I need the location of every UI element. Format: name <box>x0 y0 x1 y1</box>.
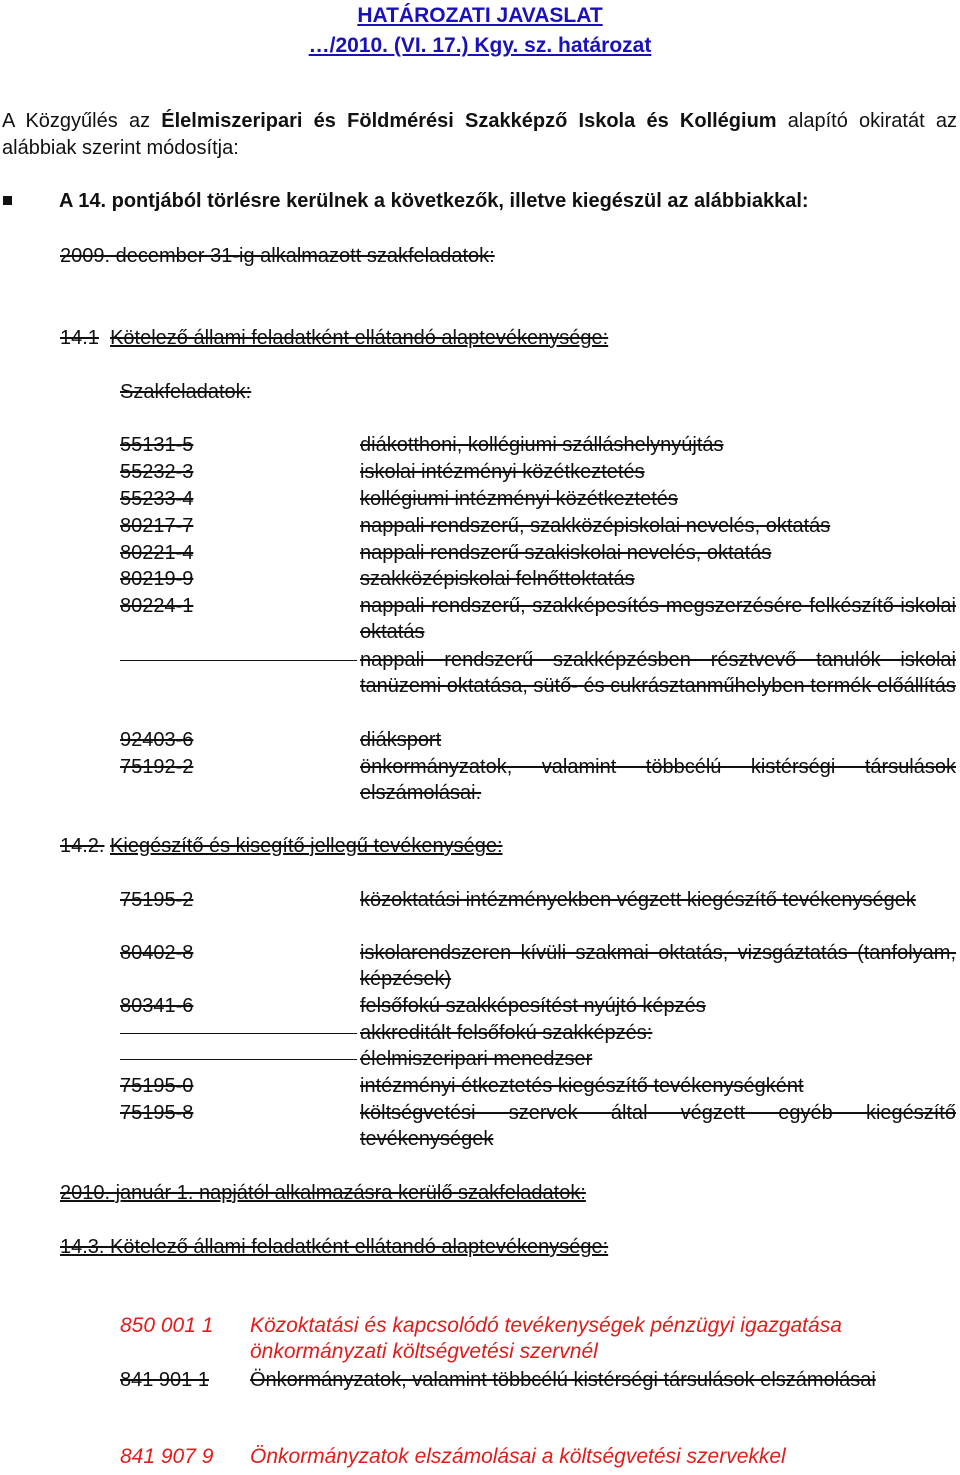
list-item <box>120 1073 956 1099</box>
item-description: diáksport <box>360 729 442 751</box>
item-code: 80219-9 <box>120 568 194 590</box>
item-description: diákotthoni, kollégiumi szálláshelynyújtás <box>360 434 724 456</box>
list-item <box>120 459 956 485</box>
item-description: szakközépiskolai felnőttoktatás <box>360 568 635 590</box>
list-item <box>120 727 956 753</box>
institution-name: Élelmiszeripari és Földmérési Szakképző Iskola és Kollégium <box>161 110 777 132</box>
list-item <box>120 940 956 992</box>
added-item <box>120 1313 956 1365</box>
list-item <box>120 593 956 645</box>
item-code: 80221-4 <box>120 542 194 564</box>
intro-before: A Közgyűlés az <box>2 110 162 132</box>
subsection-14-2-label: Kiegészítő és kisegítő jellegű tevékenysége: <box>110 835 503 857</box>
item-code: 80402-8 <box>120 942 194 964</box>
item-description: intézményi étkeztetés kiegészítő tevékenységként <box>360 1075 804 1097</box>
item-code: 80341-6 <box>120 995 194 1017</box>
subsection-14-3-label: 14.3. Kötelező állami feladatként ellátandó alaptevékenysége: <box>60 1236 609 1258</box>
subsection-14-2 <box>60 833 503 859</box>
subsection-14-1-number: 14.1 <box>60 327 99 349</box>
item-description: élelmiszeripari menedzser <box>360 1048 593 1070</box>
square-bullet-icon <box>3 196 12 205</box>
item-description: Közoktatási és kapcsolódó tevékenységek pénzügyi igazgatása önkormányzati költségvetési szervnél <box>250 1314 842 1363</box>
item-description: önkormányzatok, valamint többcélú kistérségi társulások elszámolásai. <box>360 756 956 804</box>
document-title: HATÁROZATI JAVASLAT <box>357 4 603 27</box>
list-item <box>120 540 956 566</box>
deleted-item <box>120 1367 956 1393</box>
bullet-text: A 14. pontjából törlésre kerülnek a következők, illetve kiegészül az alábbiakkal: <box>59 190 809 212</box>
item-description: iskolarendszeren kívüli szakmai oktatás, vizsgáztatás (tanfolyam, képzések) <box>360 942 956 990</box>
item-code: 75192-2 <box>120 756 194 778</box>
item-code: 841 901 1 <box>120 1369 209 1391</box>
item-description: költségvetési szervek által végzett egyéb kiegészítő tevékenységek <box>360 1102 956 1150</box>
item-description: iskolai intézményi közétkeztetés <box>360 461 645 483</box>
list-item <box>120 754 956 806</box>
list-item <box>120 1046 956 1072</box>
item-description: akkreditált felsőfokú szakképzés: <box>360 1022 653 1044</box>
item-description: közoktatási intézményekben végzett kiegészítő tevékenységek <box>360 889 916 911</box>
item-code: 80217-7 <box>120 515 194 537</box>
subsection-14-2-number: 14.2. <box>60 835 105 857</box>
list-item <box>120 566 956 592</box>
item-description: kollégiumi intézményi közétkeztetés <box>360 488 678 510</box>
item-description: nappali rendszerű szakiskolai nevelés, oktatás <box>360 542 772 564</box>
item-code: 75195-8 <box>120 1102 194 1124</box>
item-code: 850 001 1 <box>120 1314 214 1337</box>
list-item <box>120 1100 956 1152</box>
item-code: 75195-0 <box>120 1075 194 1097</box>
list-item <box>120 647 956 699</box>
list-item <box>120 887 956 913</box>
item-description: felsőfokú szakképesítést nyújtó képzés <box>360 995 706 1017</box>
list-item <box>120 513 956 539</box>
intro-after: alapító okiratát az alábbiak szerint módosítja: <box>2 110 957 159</box>
item-code: 55233-4 <box>120 488 194 510</box>
item-code-placeholder <box>120 1020 357 1034</box>
resolution-number: …/2010. (VI. 17.) Kgy. sz. határozat <box>308 34 652 57</box>
added-item <box>120 1444 956 1470</box>
section-2010-heading: 2010. január 1. napjától alkalmazásra kerülő szakfeladatok: <box>60 1182 586 1204</box>
list-item <box>120 1020 956 1046</box>
item-code: 841 907 9 <box>120 1445 214 1468</box>
subsection-14-1 <box>60 325 608 351</box>
item-code: 55232-3 <box>120 461 194 483</box>
item-code: 80224-1 <box>120 595 194 617</box>
item-code-placeholder <box>120 1046 357 1060</box>
item-description: Önkormányzatok, valamint többcélú kistérségi társulások elszámolásai <box>250 1369 876 1391</box>
list-item <box>120 432 956 458</box>
list-item <box>120 993 956 1019</box>
item-code: 75195-2 <box>120 889 194 911</box>
list-title: Szakfeladatok: <box>120 381 252 403</box>
item-description: nappali rendszerű, szakképesítés megszerzésére felkészítő iskolai oktatás <box>360 595 956 643</box>
section-2009-heading: 2009. december 31-ig alkalmazott szakfeladatok: <box>60 245 495 267</box>
intro-paragraph <box>2 108 957 162</box>
list-item <box>120 486 956 512</box>
item-description: Önkormányzatok elszámolásai a költségvetési szervekkel <box>250 1445 786 1468</box>
item-description: nappali rendszerű, szakközépiskolai nevelés, oktatás <box>360 515 831 537</box>
subsection-14-1-label: Kötelező állami feladatként ellátandó alaptevékenysége: <box>110 327 609 349</box>
item-code-placeholder <box>120 647 357 661</box>
item-description: nappali rendszerű szakképzésben résztvevő tanulók iskolai tanüzemi oktatása, sütő- és cukrásztanműhelyben termék előállítás <box>360 649 956 697</box>
item-code: 55131-5 <box>120 434 194 456</box>
item-code: 92403-6 <box>120 729 194 751</box>
